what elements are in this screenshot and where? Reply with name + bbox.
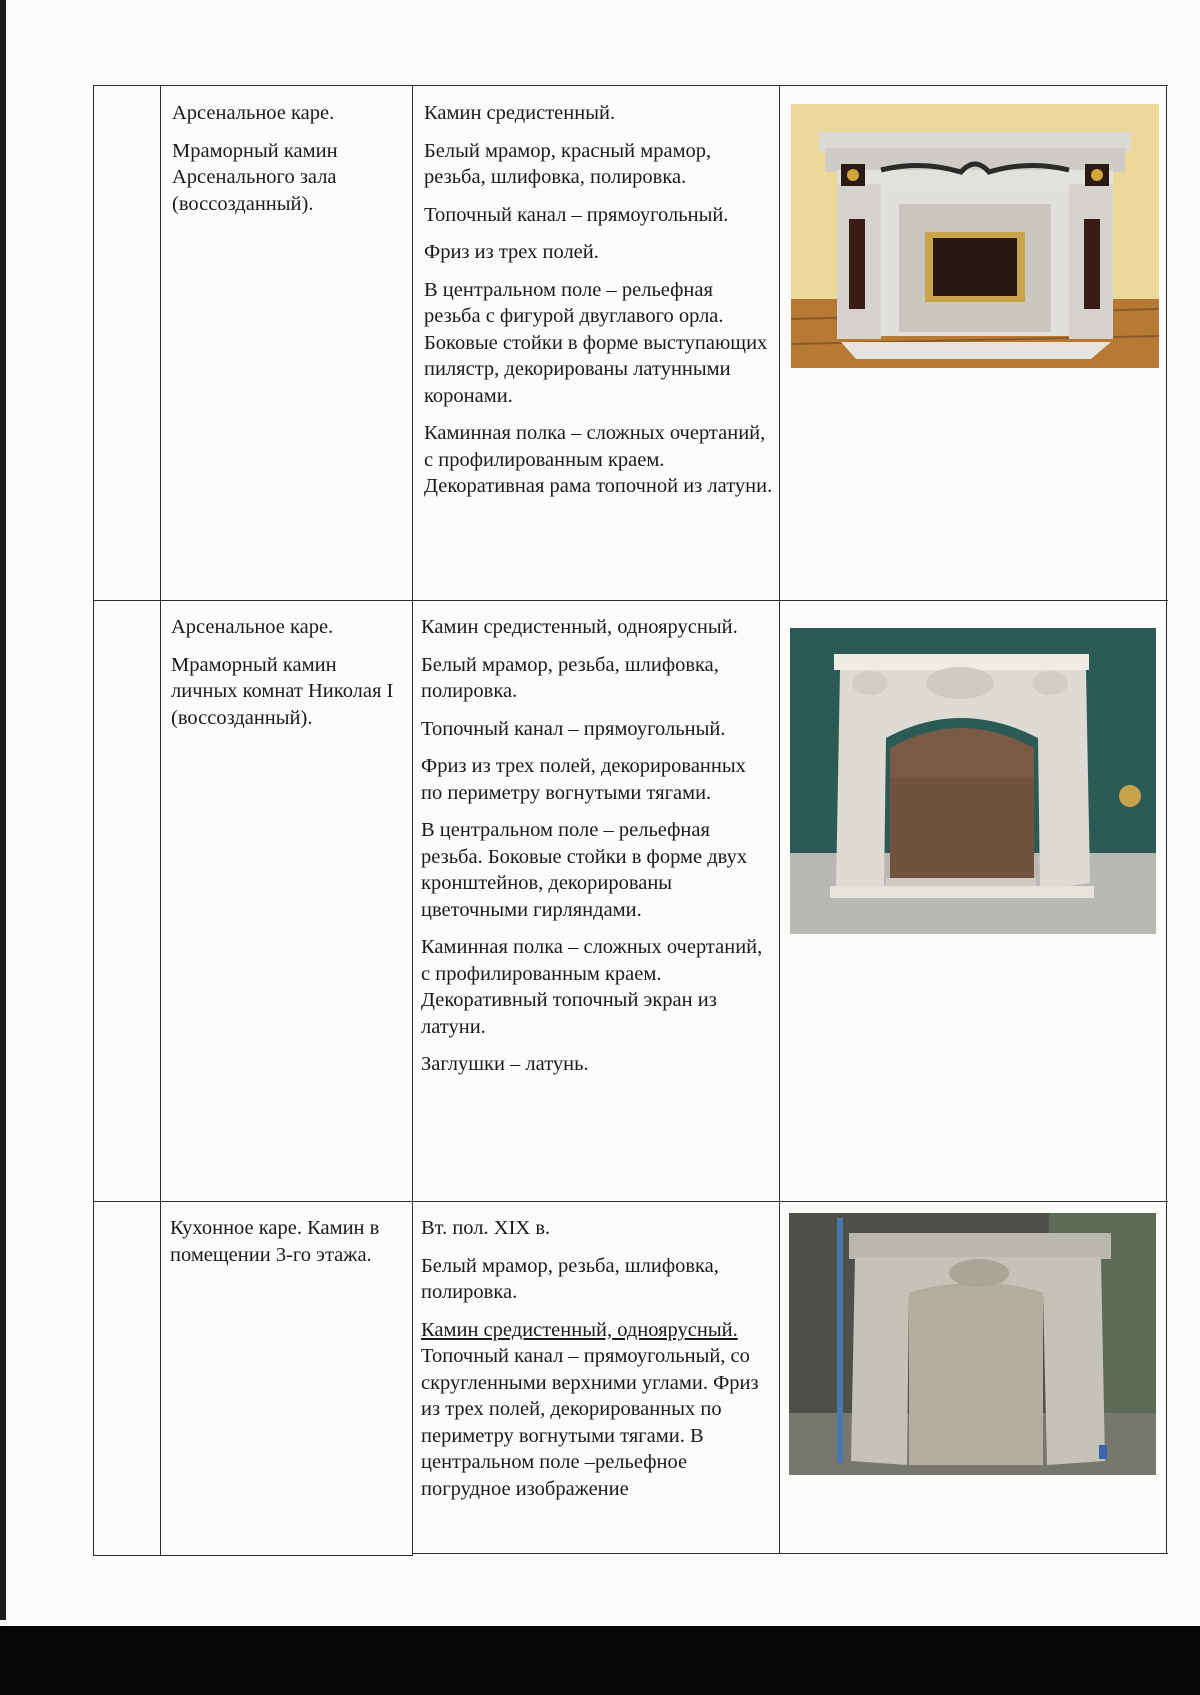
row3-name-cell bbox=[170, 1215, 406, 1279]
row3-desc-paragraph bbox=[421, 1317, 771, 1503]
row2-desc-paragraph: Белый мрамор, резьба, шлифовка, полировка. bbox=[421, 653, 719, 702]
table-border-right bbox=[1166, 85, 1167, 1554]
row3-desc-continuation: Топочный канал – прямоугольный, со скругленными верхними углами. Фриз из трех полей, декорированных по периметру вогнутыми тягами. В центральном поле –рельефное погрудное изображение bbox=[421, 1345, 759, 1500]
row2-desc-paragraph: Камин средистенный, одноярусный. bbox=[421, 616, 738, 638]
column-divider bbox=[412, 85, 413, 1556]
table-border-left bbox=[93, 85, 94, 1556]
column-divider bbox=[160, 85, 161, 1556]
table-border-top bbox=[93, 85, 1168, 86]
row3-desc-paragraph: Белый мрамор, резьба, шлифовка, полировка. bbox=[421, 1254, 719, 1303]
row1-name-line: Мраморный камин Арсенального зала (воссозданный). bbox=[172, 139, 338, 215]
fireplace-photo-arsenal-hall bbox=[791, 104, 1159, 368]
row2-desc-paragraph: Топочный канал – прямоугольный. bbox=[421, 717, 726, 740]
scan-bottom-band bbox=[0, 1626, 1200, 1695]
row-divider bbox=[93, 1201, 1168, 1202]
row1-desc-paragraph: Белый мрамор, красный мрамор, резьба, шлифовка, полировка. bbox=[424, 139, 712, 188]
row3-description-cell bbox=[421, 1215, 771, 1513]
row3-desc-underlined: Камин средистенный, одноярусный. bbox=[421, 1318, 738, 1341]
row3-desc-paragraph: Вт. пол. XIX в. bbox=[421, 1217, 551, 1239]
row1-description-cell bbox=[424, 100, 774, 511]
row1-desc-paragraph: Каминная полка – сложных очертаний, с профилированным краем. Декоративная рама топочной из латуни. bbox=[424, 422, 773, 497]
row2-desc-paragraph: Заглушки – латунь. bbox=[421, 1053, 589, 1075]
row-divider bbox=[93, 600, 1168, 601]
row2-name-cell bbox=[171, 614, 403, 742]
table-border-bottom bbox=[93, 1555, 413, 1556]
row1-desc-paragraph: В центральном поле – рельефная резьба с фигурой двуглавого орла. Боковые стойки в форме выступающих пилястр, декорированы латунными коронами. bbox=[424, 278, 768, 407]
row1-desc-paragraph: Фриз из трех полей. bbox=[424, 241, 599, 263]
row2-name-line: Арсенальное каре. bbox=[171, 616, 334, 638]
row3-name-line: Кухонное каре. Камин в помещении 3-го этажа. bbox=[170, 1217, 380, 1266]
row2-desc-paragraph: В центральном поле – рельефная резьба. Боковые стойки в форме двух кронштейнов, декорированы цветочными гирляндами. bbox=[421, 819, 748, 921]
fireplace-photo-nicholas-rooms bbox=[790, 628, 1156, 934]
column-divider bbox=[779, 85, 780, 1554]
row2-desc-paragraph: Фриз из трех полей, декорированных по периметру вогнутыми тягами. bbox=[421, 755, 746, 804]
row2-description-cell bbox=[421, 614, 771, 1089]
fireplace-photo-kitchen-third-floor bbox=[789, 1213, 1156, 1475]
row2-name-line: Мраморный камин личных комнат Николая I (воссозданный). bbox=[171, 653, 394, 729]
table-border-bottom bbox=[413, 1553, 1168, 1554]
row1-name-cell bbox=[172, 100, 404, 228]
row1-desc-paragraph: Топочный канал – прямоугольный. bbox=[424, 203, 729, 226]
row1-name-line: Арсенальное каре. bbox=[172, 102, 335, 124]
row1-desc-paragraph: Камин средистенный. bbox=[424, 102, 616, 124]
row2-desc-paragraph: Каминная полка – сложных очертаний, с профилированным краем. Декоративный топочный экран из латуни. bbox=[421, 936, 763, 1038]
